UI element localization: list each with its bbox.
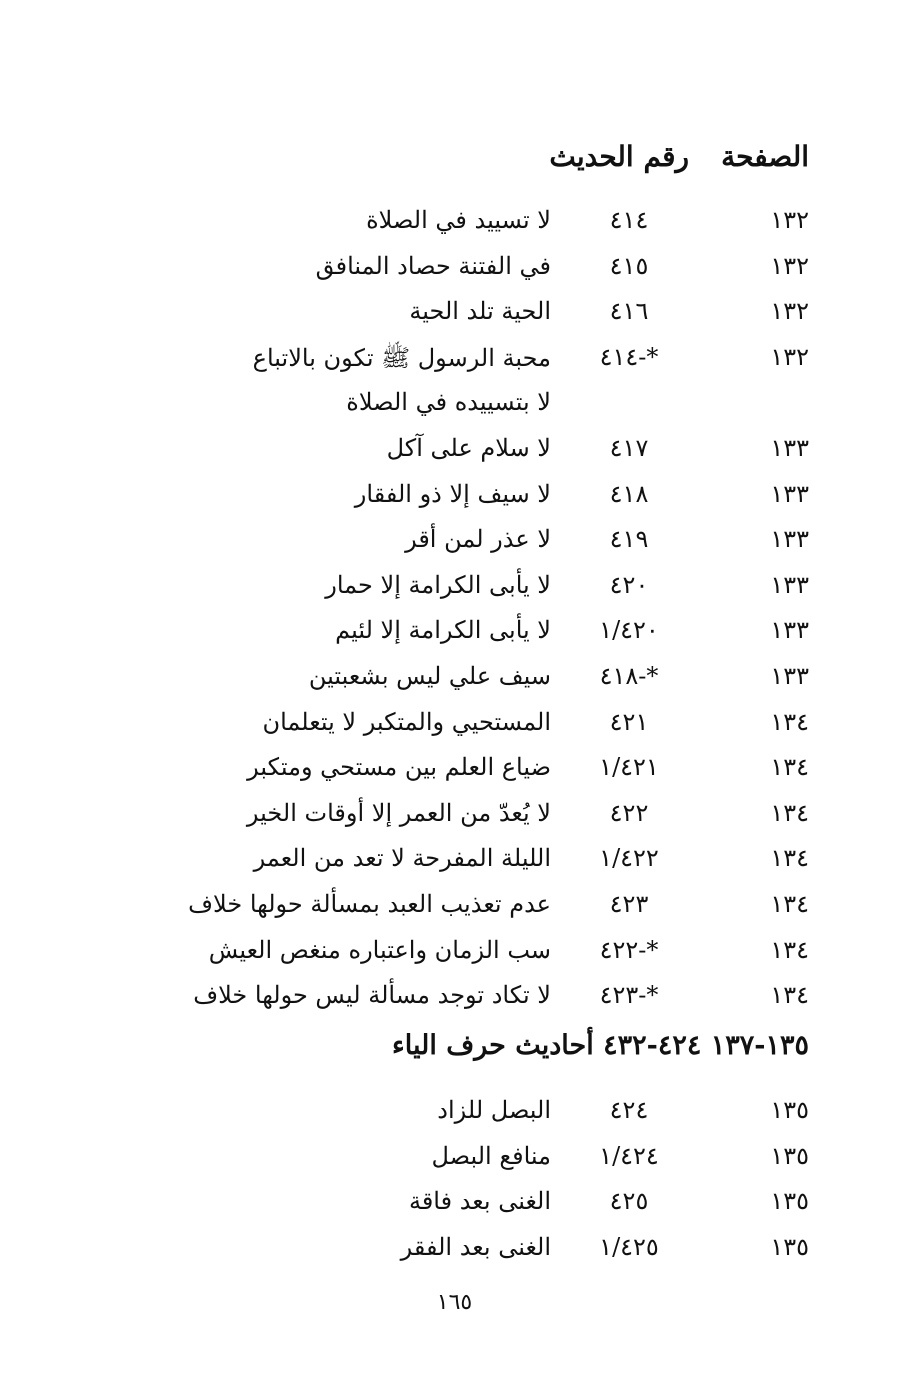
hadith-title: البصل للزاد xyxy=(437,1096,551,1124)
list-item xyxy=(89,337,809,383)
list-item xyxy=(89,610,809,656)
page-ref: ١٣٢ xyxy=(770,251,809,280)
hadith-title: لا سيف إلا ذو الفقار xyxy=(354,479,551,508)
page-ref: ١٣٤ xyxy=(770,889,809,918)
list-item xyxy=(89,975,809,1021)
page-ref: ١٣٤ xyxy=(770,707,809,736)
list-item xyxy=(89,884,809,930)
page-ref: ١٣٣ xyxy=(770,661,809,690)
page-ref: ١٣٣ xyxy=(770,616,809,645)
hadith-number: ٤٢٢ xyxy=(609,798,649,827)
page-ref: ١٣٢ xyxy=(770,206,809,234)
section-heading: ١٣٥-١٣٧ ٤٢٤-٤٣٢ أحاديث حرف الياء xyxy=(392,1030,809,1061)
hadith-title: سب الزمان واعتباره منغص العيش xyxy=(208,935,551,964)
hadith-title: ضياع العلم بين مستحي ومتكبر xyxy=(247,753,551,782)
list-item xyxy=(89,1090,809,1136)
list-item xyxy=(89,930,809,976)
page-ref: ١٣٥ xyxy=(770,1141,809,1170)
list-item xyxy=(89,382,809,428)
hadith-number: ١/٤٢٠ xyxy=(599,616,659,645)
page-ref: ١٣٢ xyxy=(770,342,809,371)
list-item xyxy=(89,428,809,474)
page-ref: ١٣٣ xyxy=(770,479,809,508)
page-ref: ١٣٤ xyxy=(770,981,809,1010)
hadith-number: ٤١٥ xyxy=(609,251,649,280)
hadith-number: ٤١٨ xyxy=(609,479,649,508)
list-item xyxy=(89,1227,809,1273)
hadith-title: الحية تلد الحية xyxy=(409,297,551,326)
list-item xyxy=(89,793,809,839)
page-ref: ١٣٤ xyxy=(770,844,809,873)
hadith-number: ١/٤٢٢ xyxy=(599,844,659,873)
list-item xyxy=(89,1136,809,1182)
hadith-number: ٤١٤ xyxy=(609,206,649,234)
list-item xyxy=(89,747,809,793)
hadith-number: ٤٢٥ xyxy=(609,1187,649,1216)
hadith-title: لا تسييد في الصلاة xyxy=(366,206,551,234)
list-item xyxy=(89,519,809,565)
hadith-number: ٤٢١ xyxy=(609,707,649,736)
hadith-number: ١/٤٢٥ xyxy=(599,1232,659,1261)
hadith-title: الغنى بعد فاقة xyxy=(408,1187,551,1216)
header-page-column: الصفحة xyxy=(721,140,809,173)
page-ref: ١٣٤ xyxy=(770,935,809,964)
list-item xyxy=(89,291,809,337)
page-ref: ١٣٥ xyxy=(770,1187,809,1216)
page-number: ١٦٥ xyxy=(436,1290,473,1315)
hadith-title: المستحيي والمتكبر لا يتعلمان xyxy=(262,707,551,736)
hadith-number: *-٤٢٢ xyxy=(599,935,659,964)
index-list-ya xyxy=(89,1090,809,1272)
page-ref: ١٣٤ xyxy=(770,798,809,827)
list-item xyxy=(89,565,809,611)
list-item xyxy=(89,246,809,292)
list-item xyxy=(89,656,809,702)
page-ref: ١٣٢ xyxy=(770,297,809,326)
hadith-number: ٤٢٣ xyxy=(609,889,649,918)
hadith-title: لا يأبى الكرامة إلا حمار xyxy=(325,570,551,599)
hadith-number: *-٤٢٣ xyxy=(599,981,659,1010)
list-item xyxy=(89,474,809,520)
hadith-number: ١/٤٢٤ xyxy=(599,1141,659,1170)
table-header xyxy=(509,140,809,190)
hadith-title: الغنى بعد الفقر xyxy=(400,1232,551,1261)
list-item xyxy=(89,1181,809,1227)
header-number-column: رقم الحديث xyxy=(549,140,689,173)
hadith-number: *-٤١٨ xyxy=(599,661,659,690)
page-ref: ١٣٥ xyxy=(770,1096,809,1124)
page-ref: ١٣٤ xyxy=(770,753,809,782)
page-ref: ١٣٣ xyxy=(770,525,809,554)
hadith-title: سيف علي ليس بشعبتين xyxy=(308,661,551,690)
hadith-number: ٤١٩ xyxy=(609,525,649,554)
hadith-number: *-٤١٤ xyxy=(599,342,659,371)
index-list xyxy=(89,200,809,1021)
hadith-title: محبة الرسول ﷺ تكون بالاتباع xyxy=(252,343,551,372)
hadith-title: لا سلام على آكل xyxy=(386,433,551,462)
hadith-number: ٤١٦ xyxy=(609,297,649,326)
page-ref: ١٣٥ xyxy=(770,1232,809,1261)
hadith-title: عدم تعذيب العبد بمسألة حولها خلاف xyxy=(188,889,551,918)
hadith-number: ٤١٧ xyxy=(609,433,649,462)
hadith-number: ٤٢٠ xyxy=(609,570,649,599)
hadith-title: لا يأبى الكرامة إلا لئيم xyxy=(335,616,551,645)
page-ref: ١٣٣ xyxy=(770,570,809,599)
hadith-title: لا يُعدّ من العمر إلا أوقات الخير xyxy=(246,798,551,827)
hadith-title: لا تكاد توجد مسألة ليس حولها خلاف xyxy=(193,981,551,1010)
hadith-title: في الفتنة حصاد المنافق xyxy=(315,251,551,280)
list-item xyxy=(89,200,809,246)
list-item xyxy=(89,702,809,748)
list-item xyxy=(89,838,809,884)
hadith-title: منافع البصل xyxy=(431,1141,551,1170)
page-ref: ١٣٣ xyxy=(770,433,809,462)
hadith-title: لا بتسييده في الصلاة xyxy=(346,388,551,417)
hadith-number: ٤٢٤ xyxy=(609,1096,649,1124)
hadith-title: الليلة المفرحة لا تعد من العمر xyxy=(253,844,551,873)
hadith-title: لا عذر لمن أقر xyxy=(405,525,551,554)
hadith-number: ١/٤٢١ xyxy=(599,753,659,782)
